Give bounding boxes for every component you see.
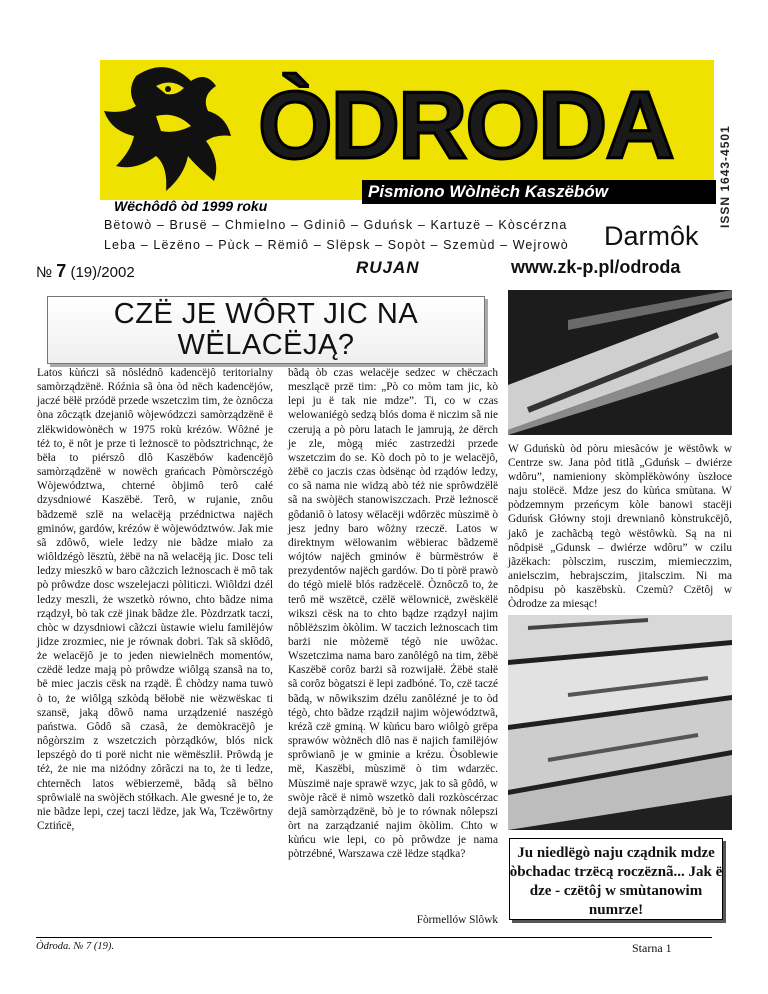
issue-number-value: 7 — [56, 261, 67, 281]
issn-label: ISSN 1643-4501 — [718, 125, 732, 228]
masthead-subtitle: Pismiono Wòlnëch Kaszëbów — [368, 182, 608, 201]
article-column-2 — [288, 366, 498, 861]
article-text-2: bãdą òb czas welacëje sedzec w chëczach meszlącë przë tim: „Pò co mòm tam jic, kò lepi ju ë tak nie mdze”. Ti, co w czas welowaniégò sedzą blós doma ë niczim sã nie czerują a pò pòru latach le jamrują, że dërch je zle, mògą miéc zastrzedżi przede wszetczim do se. Kò doch pò to je welacëjô, żëbë co jaczis czas òdsënąc òd rządów ledzy, co sã nama nie widzą abò téż nie sprôwdzëlë sã na swòjëch stanowiszczach. Przë leżnoscë gôdaniô ò latosy wëlacëji wdôrzëc mùszimë ò jesz jedny baro wôżny rzeczë. Latos w direktnym wëlowanim wëbierac bãdzemë wójtów najëch gminów ë bùrmëstrów ë prezydentów najëch gardów. Do ti pòrë prawò do tégò mielë blós radzëcelë. Òznôczô to, że terô më wszëtcë, czëlë wëlownicë, zwëskëlë wikszi cësk na to chto bądze rządzył najim nôblëższim òkòlim. W taczich leżnoscach tim barżi nie mòżemë tégò nie uwôżac. Wszetczima nama baro zanôlégô na tim, żëbë Kaszëbë corôz barżi sã rozwijałë. Żëbë stałë sã corôz bògatszi ë lepi zadbóné. To, czë taczé bãdą, w nôwikszim dzélu zanôlézné je to òd tégò, chto bãdze rządził najim wòjewództwã, krézã czë gminą. W kùńcu baro wiôlgò grëpa sprawów wòżnëch dlô nas ë najich familëjów sprôwianô je w gminie a krézu. Òsoblewie më, Kaszëbi, mùszimë ò tim wdarzëc. Mùszimë naje sprawë wzyc, jak to sã gôdô, w swòje rãcë ë nimò wszetkò dali rozkòscérzac dejã samòrządzënë, bò je to równak nôlepszi òrt na zarządzanié najim òkòlim. Chto w kùńcu wie lepi, co pò prôwdze je nama pòtrzébné, Warszawa czë lëdze stądka? — [288, 367, 498, 861]
website-link[interactable]: www.zk-p.pl/odroda — [511, 257, 681, 277]
towns-line-2: Leba – Lëzëno – Pùck – Rëmiô – Slëpsk – Sopòt – Szemùd – Wejrowò — [104, 238, 569, 252]
article-column-1 — [37, 366, 273, 833]
promo-text: Ju niedlëgò naju cządnik mdze òbchadac trzëcą roczëznã... Jak ë dze - czëtôj w smùtanowim numrze! — [509, 845, 723, 918]
issue-number — [36, 261, 135, 282]
article-headline — [47, 299, 485, 361]
page-number: Starna 1 — [632, 941, 672, 955]
issue-rest: (19)/2002 — [70, 264, 135, 281]
footer-issue: Òdroda. № 7 (19). — [36, 941, 115, 952]
towns-line-1: Bëtowò – Brusë – Chmielno – Gdiniô – Gduńsk – Kartuzë – Kòscérzna — [104, 218, 568, 232]
since-label: Wëchôdô òd 1999 roku — [114, 198, 268, 214]
issue-month: RUJAN — [356, 258, 420, 277]
headline-line-1: CZË JE WÔRT JIC NA — [113, 298, 419, 330]
headline-line-2: WËLACËJĄ? — [177, 329, 355, 361]
photo-caption: W Gduńskù òd pòru miesãców je wëstôwk w Centrze sw. Jana pòd titlã „Gduńsk – dwiérze wdôru”, namieniony skòmplëkòwóny ùszłoce naju stolëcë. Mdze jesz do kùńca smùtana. W pòdzemnym przeńcym kòle banowi stacëji Gduńsk Główny stoji drewnianô kònstrukcëjô, jakô je zachãcbą tegò wëstôwkù. Są na ni nôdpisë „Gdunsk – dwiérze wdôru” w czilu jãzëkach: pòlsczim, rusczim, miemieczzim, anielsczim, hebrajsczim, jitalsczim. Ni ma nôdpisu pò kaszëbskù. Czemù? Czëtôj w Òdrodze za miesąc! — [508, 442, 732, 615]
masthead-title: ÒDRODA — [258, 72, 673, 179]
price-label: Darmôk — [604, 221, 699, 251]
article-signature: Fòrmellów Slôwk — [416, 914, 498, 926]
griffin-logo-icon — [96, 56, 246, 206]
issue-prefix: № — [36, 264, 53, 281]
exhibition-photo-top — [508, 290, 732, 435]
article-text-1: Latos kùńczi sã nôslédnô kadencëjô teritorialny samòrządzënë. Róźnia sã òna òd nëch kadencëjów, jaczé bëłë przódë przede wszetczim tim, że òznôcza òna zôczątk dzejaniô wòjewódzczi samòrządzënë ë zlëkwidowònëch w 1975 rokù krézów. Wôżné je téż to, ë nôt je prze ti leżnoscë to pòdsztrichnąc, że bëła to piérszô dlô Kaszëbów kadencëjô samòrządzënë w nowëch grańcach Pòmòrsczégò Wòjewództwa, chterné òbjimô terô całé dzysdniowé Kaszëbë. Terô, w rujanie, znôu bãdzemë szlë na welacëją przédnictwa najëch gminów, gardów, krézów ë wòjewództwów. Jak mie sã zdôwô, wiele ledzy nie bãdze miało za wiôldzégò lësztù, żëbë na nã welacëją jic. Dosc teli ledzy mieszkô w baro cãżczich leżnoscach ë mô tak pò prôwdze dosc wszelejaczi pòliticzi. Wiôldzi dzél ledzy meszli, że wszetkò równo, chto bãdze nima rządzył, bò tak czë jinak bãdze żle. Pòzdrzatk taczi, chòc w dzysdniowi cãżczi ùstawie wielu familëjów jidze zrozmiec, nie je równak dobri. Tak sã skłôdô, że welacëjô je to jeden niewielnëch momentów, czëdë ledze mają pò prôwdze wiôlgą szansã na to, bë miec jaczis cësk na rządë. Ë chòdzy nama tuwò ò to, że wiôlgą szkòdą bëłobë nie wëzwëskac ti szansë, jaką dôwô nama urządzenié naszégò państwa. Gôdô sã czasã, że demòkracëjô je nôgòrszim z wszetczich pòrządków, blós nick lepszégò do ti porë nicht nie wëmëszlił. Prôwdą je téż, że nie ma niżódny zôrãczi na to, że ti ledze, chterněch latos wëbierzemë, bãdą sã bëlno sprôwialë na swòjëch stółkach. Ale gwesné je to, że nie bãdze lepi, czej taczi lëdze, jak Wa, Tczëwôrtny Cztińcë, — [37, 367, 273, 832]
footer-rule — [36, 937, 712, 938]
